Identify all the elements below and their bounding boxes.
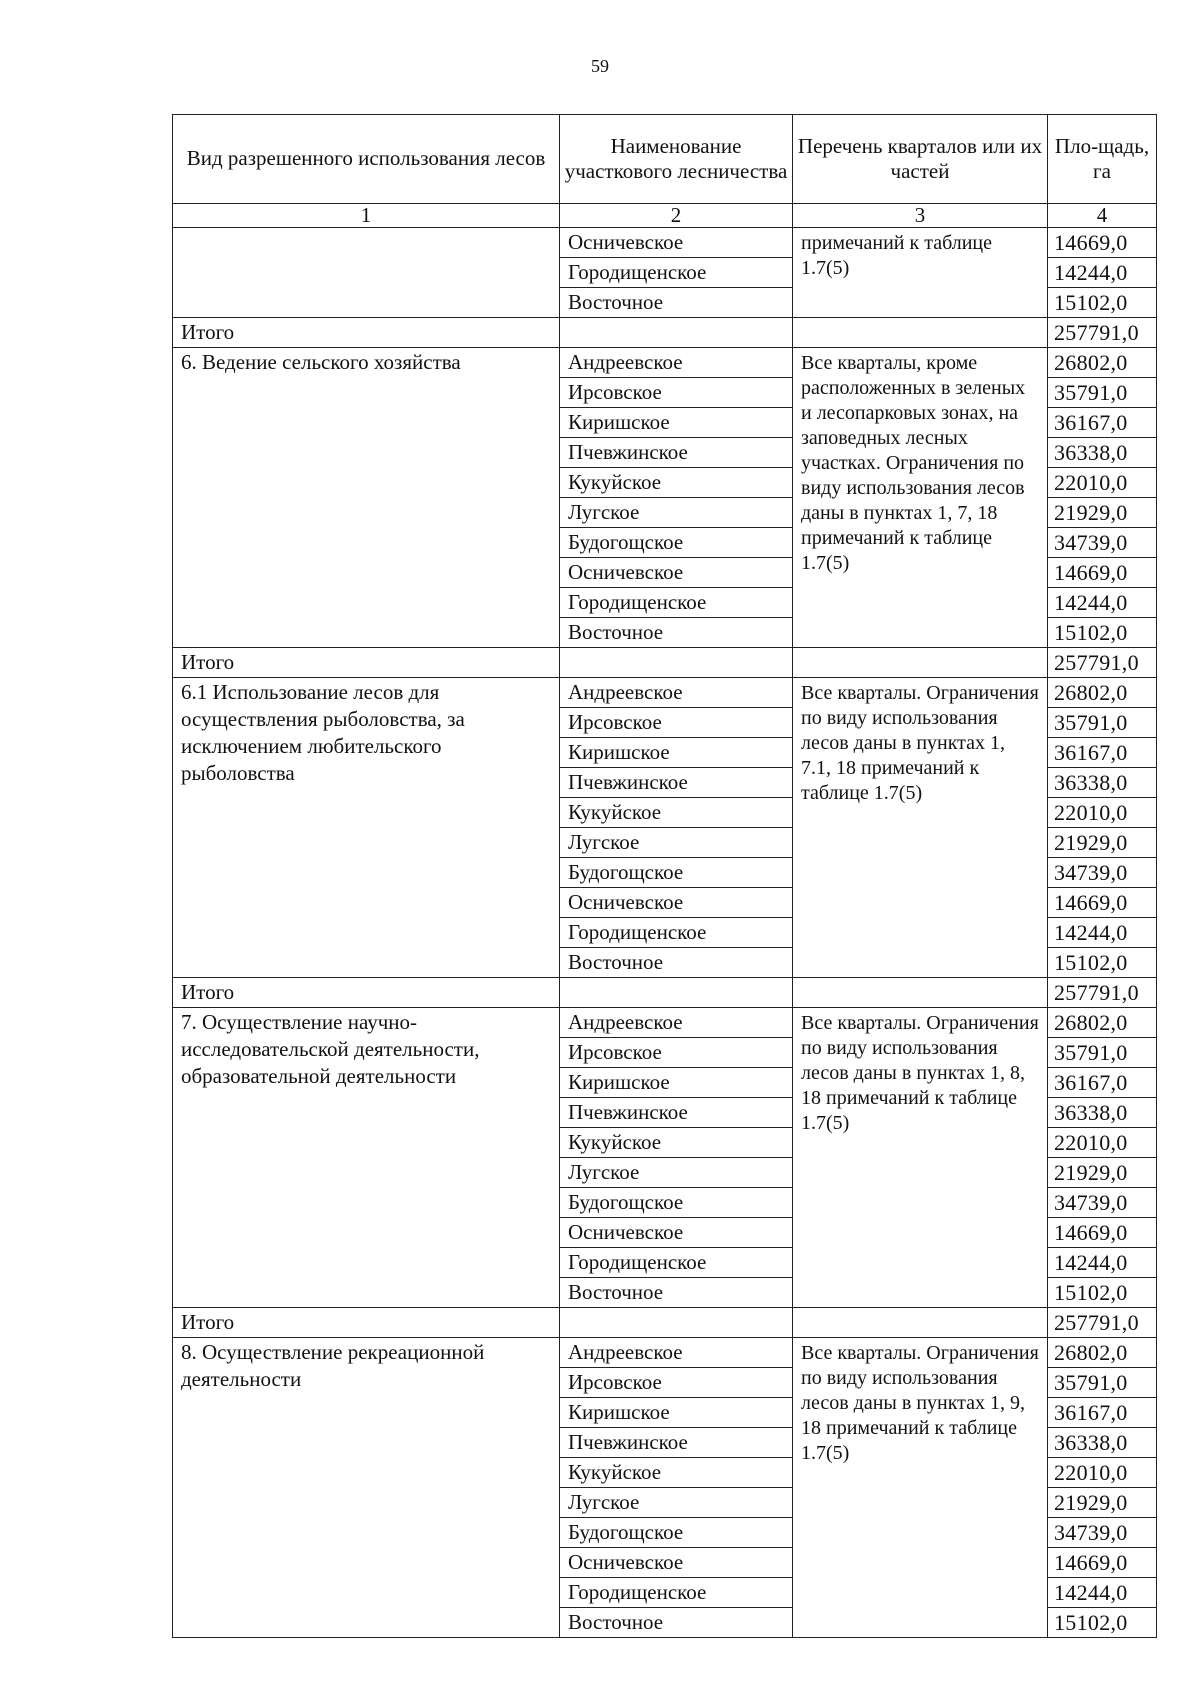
total-label: Итого	[173, 1308, 560, 1338]
area-value: 14244,0	[1048, 1578, 1157, 1608]
area-value: 35791,0	[1048, 1368, 1157, 1398]
total-row	[173, 648, 1157, 678]
forestry-name: Восточное	[560, 618, 793, 648]
area-value: 15102,0	[1048, 948, 1157, 978]
forestry-name: Будогощское	[560, 1518, 793, 1548]
column-number-row	[173, 204, 1157, 228]
column-number: 3	[793, 204, 1048, 228]
forestry-name: Ирсовское	[560, 378, 793, 408]
empty-cell	[560, 648, 793, 678]
area-value: 15102,0	[1048, 1278, 1157, 1308]
header-area: Пло-щадь, га	[1048, 115, 1157, 204]
forestry-name: Лугское	[560, 1158, 793, 1188]
forestry-name: Будогощское	[560, 1188, 793, 1218]
use-type-cell: 8. Осуществление рекреационной деятельности	[173, 1338, 560, 1638]
area-value: 21929,0	[1048, 828, 1157, 858]
forestry-name: Восточное	[560, 948, 793, 978]
total-row	[173, 978, 1157, 1008]
use-type-cell: 6. Ведение сельского хозяйства	[173, 348, 560, 648]
total-label: Итого	[173, 318, 560, 348]
area-value: 14669,0	[1048, 888, 1157, 918]
area-value: 34739,0	[1048, 858, 1157, 888]
forestry-name: Киришское	[560, 1398, 793, 1428]
total-area: 257791,0	[1048, 978, 1157, 1008]
forestry-name: Ирсовское	[560, 1038, 793, 1068]
area-value: 22010,0	[1048, 1458, 1157, 1488]
quarters-note: Все кварталы. Ограничения по виду использования лесов даны в пунктах 1, 8, 18 примечаний к таблице 1.7(5)	[793, 1008, 1048, 1308]
forestry-name: Лугское	[560, 828, 793, 858]
total-row	[173, 318, 1157, 348]
forestry-name: Ирсовское	[560, 708, 793, 738]
forestry-name: Кукуйское	[560, 1458, 793, 1488]
forestry-name: Городищенское	[560, 1248, 793, 1278]
area-value: 36167,0	[1048, 1068, 1157, 1098]
forestry-name: Осничевское	[560, 228, 793, 258]
total-label: Итого	[173, 648, 560, 678]
total-area: 257791,0	[1048, 1308, 1157, 1338]
area-value: 14669,0	[1048, 1218, 1157, 1248]
quarters-note: Все кварталы, кроме расположенных в зеленых и лесопарковых зонах, на заповедных лесных участках. Ограничения по виду использования лесов даны в пунктах 1, 7, 18 примечаний к таблице 1.7(5)	[793, 348, 1048, 648]
table-row	[173, 678, 1157, 708]
area-value: 35791,0	[1048, 1038, 1157, 1068]
forestry-name: Пчевжинское	[560, 768, 793, 798]
forestry-name: Лугское	[560, 498, 793, 528]
use-type-cell: 7. Осуществление научно-исследовательской деятельности, образовательной деятельности	[173, 1008, 560, 1308]
empty-cell	[560, 1308, 793, 1338]
page-number: 59	[591, 56, 609, 76]
area-value: 35791,0	[1048, 708, 1157, 738]
area-value: 14244,0	[1048, 918, 1157, 948]
forestry-name: Восточное	[560, 1608, 793, 1638]
area-value: 15102,0	[1048, 618, 1157, 648]
forestry-name: Пчевжинское	[560, 1098, 793, 1128]
forestry-name: Пчевжинское	[560, 438, 793, 468]
column-number: 2	[560, 204, 793, 228]
area-value: 14669,0	[1048, 228, 1157, 258]
use-type-cell: 6.1 Использование лесов для осуществления рыболовства, за исключением любительского рыболовства	[173, 678, 560, 978]
area-value: 26802,0	[1048, 1008, 1157, 1038]
forestry-name: Ирсовское	[560, 1368, 793, 1398]
area-value: 22010,0	[1048, 798, 1157, 828]
empty-cell	[793, 318, 1048, 348]
area-value: 22010,0	[1048, 468, 1157, 498]
header-forestry-name: Наименование участкового лесничества	[560, 115, 793, 204]
area-value: 14244,0	[1048, 588, 1157, 618]
area-value: 35791,0	[1048, 378, 1157, 408]
header-use-type: Вид разрешенного использования лесов	[173, 115, 560, 204]
total-area: 257791,0	[1048, 318, 1157, 348]
forestry-name: Осничевское	[560, 1548, 793, 1578]
forestry-name: Будогощское	[560, 858, 793, 888]
table-row	[173, 1338, 1157, 1368]
area-value: 14244,0	[1048, 1248, 1157, 1278]
area-value: 36167,0	[1048, 1398, 1157, 1428]
area-value: 34739,0	[1048, 528, 1157, 558]
forestry-name: Городищенское	[560, 918, 793, 948]
area-value: 36338,0	[1048, 438, 1157, 468]
forestry-name: Городищенское	[560, 1578, 793, 1608]
empty-cell	[560, 978, 793, 1008]
area-value: 36167,0	[1048, 408, 1157, 438]
column-number: 1	[173, 204, 560, 228]
forestry-name: Киришское	[560, 738, 793, 768]
area-value: 14244,0	[1048, 258, 1157, 288]
forestry-name: Восточное	[560, 288, 793, 318]
area-value: 36338,0	[1048, 1098, 1157, 1128]
forestry-name: Осничевское	[560, 558, 793, 588]
forestry-name: Кукуйское	[560, 798, 793, 828]
forestry-name: Андреевское	[560, 1338, 793, 1368]
quarters-note: Все кварталы. Ограничения по виду использования лесов даны в пунктах 1, 9, 18 примечаний к таблице 1.7(5)	[793, 1338, 1048, 1638]
area-value: 34739,0	[1048, 1188, 1157, 1218]
forestry-name: Киришское	[560, 1068, 793, 1098]
table-row	[173, 228, 1157, 258]
use-type-cell	[173, 228, 560, 318]
forestry-name: Осничевское	[560, 888, 793, 918]
empty-cell	[793, 978, 1048, 1008]
forestry-name: Кукуйское	[560, 468, 793, 498]
total-row	[173, 1308, 1157, 1338]
area-value: 26802,0	[1048, 1338, 1157, 1368]
area-value: 14669,0	[1048, 558, 1157, 588]
quarters-note: примечаний к таблице 1.7(5)	[793, 228, 1048, 318]
area-value: 34739,0	[1048, 1518, 1157, 1548]
forestry-name: Лугское	[560, 1488, 793, 1518]
forestry-name: Городищенское	[560, 588, 793, 618]
forestry-name: Осничевское	[560, 1218, 793, 1248]
forestry-name: Андреевское	[560, 1008, 793, 1038]
area-value: 36167,0	[1048, 738, 1157, 768]
area-value: 36338,0	[1048, 768, 1157, 798]
forest-use-table	[172, 114, 1157, 1638]
empty-cell	[793, 648, 1048, 678]
forestry-name: Восточное	[560, 1278, 793, 1308]
area-value: 14669,0	[1048, 1548, 1157, 1578]
area-value: 21929,0	[1048, 1488, 1157, 1518]
forestry-name: Пчевжинское	[560, 1428, 793, 1458]
area-value: 26802,0	[1048, 678, 1157, 708]
forestry-name: Андреевское	[560, 348, 793, 378]
table-row	[173, 1008, 1157, 1038]
forestry-name: Киришское	[560, 408, 793, 438]
forestry-name: Андреевское	[560, 678, 793, 708]
area-value: 22010,0	[1048, 1128, 1157, 1158]
forestry-name: Городищенское	[560, 258, 793, 288]
total-label: Итого	[173, 978, 560, 1008]
area-value: 21929,0	[1048, 498, 1157, 528]
total-area: 257791,0	[1048, 648, 1157, 678]
table-body	[173, 228, 1157, 1638]
forestry-name: Будогощское	[560, 528, 793, 558]
area-value: 26802,0	[1048, 348, 1157, 378]
area-value: 15102,0	[1048, 1608, 1157, 1638]
area-value: 15102,0	[1048, 288, 1157, 318]
column-number: 4	[1048, 204, 1157, 228]
forestry-name: Кукуйское	[560, 1128, 793, 1158]
area-value: 36338,0	[1048, 1428, 1157, 1458]
area-value: 21929,0	[1048, 1158, 1157, 1188]
empty-cell	[793, 1308, 1048, 1338]
header-quarters-list: Перечень кварталов или их частей	[793, 115, 1048, 204]
empty-cell	[560, 318, 793, 348]
table-row	[173, 348, 1157, 378]
quarters-note: Все кварталы. Ограничения по виду использования лесов даны в пунктах 1, 7.1, 18 примечаний к таблице 1.7(5)	[793, 678, 1048, 978]
table-header-row	[173, 115, 1157, 204]
